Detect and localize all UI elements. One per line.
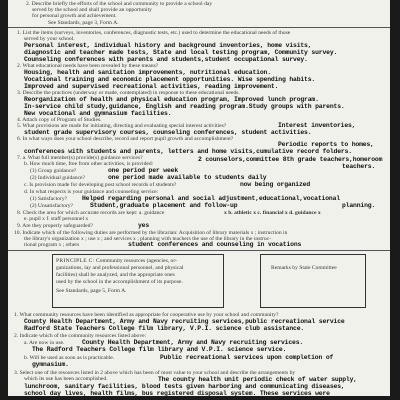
c-question-3-cont: which its use has been accomplished. xyxy=(24,376,108,382)
answer-2-line: Vocational training and economic placement opportunities. Wise spending habits. xyxy=(24,76,316,83)
record-staff: e. pupil x f. staff personnel x xyxy=(24,216,89,222)
question-7a: 7. a. What full member(s) provide(s) guidance services? xyxy=(17,155,143,161)
answer-6-line: Periodic reports to homes, xyxy=(278,141,374,148)
question-9: 9. Are they properly safeguarded? xyxy=(17,223,93,229)
question-7b1: (1) Group guidance? xyxy=(30,168,77,174)
question-1-cont: served by your school. xyxy=(24,36,75,42)
answer-7b2: one period made available to students daily xyxy=(108,174,267,181)
intro-line: served by the school and shall provide an opportunity xyxy=(32,7,152,13)
question-7d2: (2) Unsatisfactory? xyxy=(30,203,74,209)
c-answer-2b: gymnasium. xyxy=(32,361,69,368)
see-standards: See Standards, page 3, Form A. xyxy=(48,20,119,26)
c-answer-3: The county health unit periodic check of water supply, xyxy=(158,376,357,383)
answer-1-line: Counseling conferences with parents and students,student occupational survey. xyxy=(24,56,308,63)
answer-5-line: Interest inventories, xyxy=(278,122,356,129)
question-4: 4. Attach copy of Program of Studies. xyxy=(17,117,102,123)
c-question-2a: a. Are now in use. xyxy=(24,340,65,346)
answer-9: yes xyxy=(138,222,150,229)
answer-3-line: Reorganization of health and physical education program, Improved lunch program. xyxy=(24,96,319,103)
answer-6-line: conferences with students and parents, letters and home visits,cumulative record folders. xyxy=(24,148,352,155)
question-6: 6. In what ways does your school describe, record and report pupil growth and accomplishment? xyxy=(17,136,234,142)
question-3: 3. Describe the practices (underway or made, contemplated) in response to these educational needs. xyxy=(17,90,240,96)
question-5: 5. What provisions are made for initiating, directing and evaluating special interest activities? xyxy=(17,123,227,129)
remarks-label: Remarks by State Committee xyxy=(271,265,337,271)
question-1: 1. List the items (surveys, inventories, conferences, diagnostic tests, etc.) used to determine the educational needs of those xyxy=(17,30,291,36)
answer-7d2-cont: planning. xyxy=(342,202,376,209)
answer-7a-line: 2 counselors,committee 8th grade teachers,homeroom xyxy=(198,156,383,163)
answer-7d2: Student,graduate placement and follow-up xyxy=(90,202,238,209)
record-checkmarks: x b. athletic x c. financial x d. guidance x xyxy=(224,210,321,216)
c-answer-2b: Public recreational services upon completion of xyxy=(160,354,334,361)
question-7b: b. How much time, free from other activities, is provided: xyxy=(24,161,154,167)
c-question-2: 2. Indicate which of the community resources listed above: xyxy=(14,333,147,339)
answer-7b1: one period per week xyxy=(108,167,179,174)
question-10-cont: tional program x ; others xyxy=(24,242,80,248)
answer-1-line: Personal interest, individual history and background inventories, home visits, xyxy=(24,42,312,49)
answer-5-line: student grade supervisory courses, counseling conferences, student activities. xyxy=(24,129,312,136)
c-question-3: 3. Select one of the resources listed in 2 above which has been of most value to your school and describe the arrangements by xyxy=(14,370,296,376)
answer-10: student conferences and counseling in vocations xyxy=(128,241,302,248)
c-answer-3: lunchroom, sanitary facilities, blood tests given harboring and communicating diseases, xyxy=(24,383,345,390)
answer-3-line: New vocational and gymnasium facilities. xyxy=(24,110,172,117)
answer-7d1: Helped regarding personal and social adjustment,educational,vocational xyxy=(82,195,340,202)
answer-1-line: diagnostic and teacher made tests, State and local testing program, Community survey. xyxy=(24,49,338,56)
principle-c-box xyxy=(52,254,224,308)
question-7c: c. Is provision made for developing post school records of students? xyxy=(24,182,177,188)
answer-3-line: In-service child study,guidance, English and reading program.Study groups with parents. xyxy=(24,103,345,110)
c-answer-1-line: Radford State Teachers College film library, V.P.I. science club assistance. xyxy=(24,325,305,332)
answer-7a-line: teachers. xyxy=(342,163,376,170)
c-question-1: 1. What community resources have been identified as appropriate for cooperative use by your school and community? xyxy=(14,312,279,318)
principle-c-text: facilities) shall be analyzed, and the appropriate ones xyxy=(56,272,175,278)
answer-2-line: Improved and supervised recreational activities, reading improvement. xyxy=(24,83,279,90)
c-question-2b: b. Will be used as soon as is practicable. xyxy=(24,355,115,361)
question-7d1: (1) Satisfactory? xyxy=(30,196,68,202)
intro-line: 2. Describe briefly the efforts of the school and community to provide a school day xyxy=(26,1,213,7)
question-10-cont: the library's organization x ; use x ; and services x ; planning with teachers the use of the library in the instruc- xyxy=(24,236,271,242)
question-10: 10. Indicate which of the following duties are performed by the librarian: Acquisition of library materials x ; instruction in xyxy=(14,230,288,236)
principle-c-label: PRINCIPLE C: xyxy=(56,258,95,264)
c-answer-1-line: County Health Department, Army and Navy recruiting services,public recreational service xyxy=(24,318,345,325)
principle-c-text: used by the school in the accomplishment of its purpose. xyxy=(56,279,183,285)
question-7d: d. In what respects is your guidance and counseling service: xyxy=(24,189,159,195)
question-2: 2. What educational needs have been revealed by these means? xyxy=(17,63,159,69)
c-answer-2a: County Health Department, Army and Navy recruiting services. xyxy=(82,339,304,346)
c-answer-2a: The Radford Teachers College film library and V.P.I. science service. xyxy=(32,346,287,353)
principle-c-see: See Standards, page 5, Form A. xyxy=(56,288,127,294)
section-divider xyxy=(8,250,390,251)
principle-c-text: ganizations, lay and professional personnel, and physical xyxy=(56,265,184,271)
remarks-box xyxy=(260,254,366,308)
answer-2-line: Housing, health and sanitation improvements, nutritional education. xyxy=(24,69,271,76)
question-8: 8. Check the area for which accurate records are kept: a. guidance xyxy=(17,210,165,216)
answer-7c: now being organized xyxy=(240,181,311,188)
c-answer-3: school day lives, health films, bus registered disposal system. These services were xyxy=(24,390,330,396)
section-divider xyxy=(8,27,390,28)
intro-line: for personal growth and achievement. xyxy=(32,13,117,19)
question-7b2: (2) Individual guidance? xyxy=(30,175,85,181)
principle-c-text: Community resources (agencies, or- xyxy=(95,258,177,264)
document-page xyxy=(8,0,390,396)
